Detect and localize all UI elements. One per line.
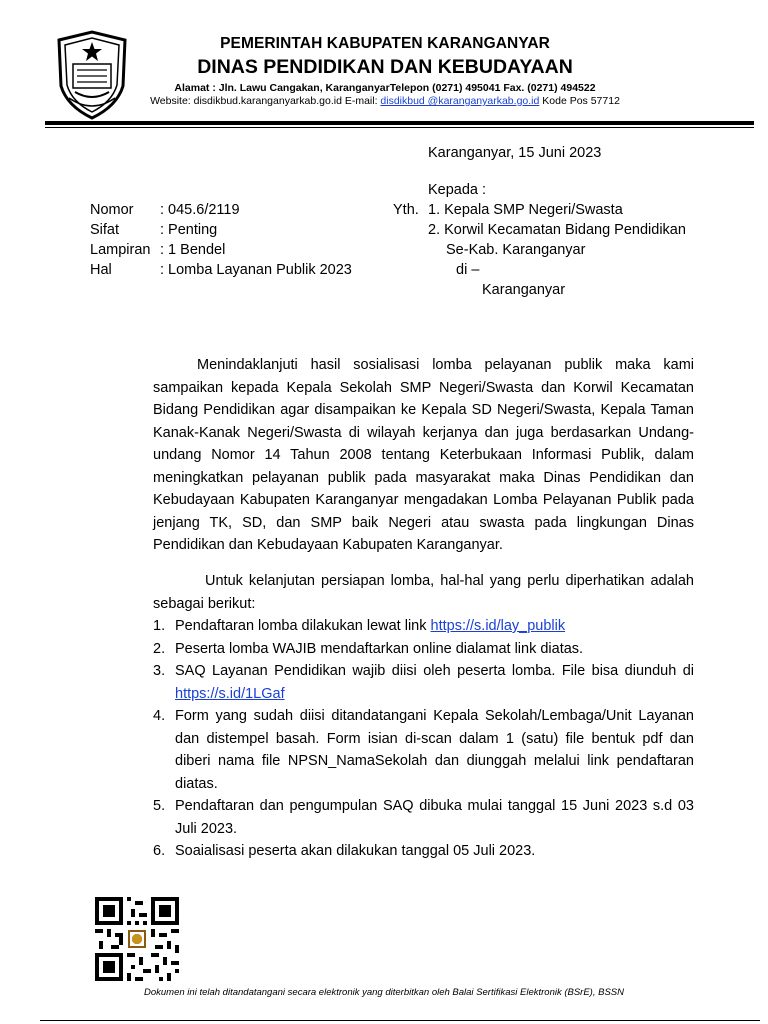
body-paragraph-2: [153, 570, 694, 615]
list-item-text: [175, 660, 694, 705]
header-rule-thin: [45, 127, 754, 128]
list-item: [153, 795, 694, 840]
list-item: [153, 638, 694, 661]
recipient-1: 1. Kepala SMP Negeri/Swasta: [428, 202, 623, 218]
requirements-list: [153, 615, 694, 863]
list-item-text: Pendaftaran dan pengumpulan SAQ dibuka mulai tanggal 15 Juni 2023 s.d 03 Juli 2023.: [175, 798, 694, 837]
list-item-text-3: SAQ Layanan Pendidikan wajib diisi oleh peserta lomba. File bisa diunduh di: [175, 663, 694, 679]
place-date: Karanganyar, 15 Juni 2023: [428, 145, 602, 161]
list-item: [153, 615, 694, 638]
list-item-number: 5.: [153, 798, 166, 814]
meta-value-hal: : Lomba Layanan Publik 2023: [160, 262, 352, 278]
meta-value-sifat: : Penting: [160, 222, 218, 238]
list-item-text: Soaialisasi peserta akan dilakukan tanggal 05 Juli 2023.: [175, 843, 536, 859]
body-paragraph-2-text: Untuk kelanjutan persiapan lomba, hal-hal yang perlu diperhatikan adalah sebagai berikut:: [153, 573, 694, 612]
list-item-number: 3.: [153, 663, 166, 679]
header-rule-thick: [45, 121, 754, 125]
list-item-text: [175, 615, 694, 638]
list-item: [153, 660, 694, 705]
website-text: Website: disdikbud.karanganyarkab.go.id E-mail:: [150, 95, 381, 107]
meta-value-lampiran: : 1 Bendel: [160, 242, 226, 258]
meta-label-hal: Hal: [90, 262, 112, 278]
saq-download-link[interactable]: https://s.id/1LGaf: [175, 685, 285, 702]
list-item-number: 4.: [153, 708, 166, 724]
agency-name: DINAS PENDIDIKAN DAN KEBUDAYAAN: [197, 56, 573, 78]
footer-rule: [40, 1020, 760, 1021]
yth-label: Yth.: [393, 202, 419, 218]
recipient-2-region: Se-Kab. Karanganyar: [446, 242, 586, 258]
contact-line: [120, 95, 650, 107]
body-paragraph-1-text: Menindaklanjuti hasil sosialisasi lomba pelayanan publik maka kami sampaikan kepada Kepala Sekolah SMP Negeri/Swasta dan Korwil Kecamatan Bidang Pendidikan agar disampaikan ke Kepala SD Negeri/Swasta, Kepala Taman Kanak-Kanak Negeri/Swasta di wilayah kerjanya dan juga berdasarkan Undang-undang Nomor 14 Tahun 2008 tentang Keterbukaan Informasi Publik, dalam meningkatkan pelayanan publik pada masyarakat maka Dinas Pendidikan dan Kebudayaan Kabupaten Karanganyar mengadakan Lomba Pelayanan Publik pada jenjang TK, SD, dan SMP baik Negeri atau swasta pada lingkungan Dinas Pendidikan dan Kebudayaan Kabupaten Karanganyar.: [153, 357, 694, 553]
postal-code: Kode Pos 57712: [539, 95, 620, 107]
qr-code-icon: [95, 897, 179, 981]
list-item-number: 6.: [153, 843, 166, 859]
list-item-number: 2.: [153, 640, 166, 657]
regency-emblem-icon: [55, 30, 129, 120]
meta-label-lampiran: Lampiran: [90, 242, 151, 258]
list-item-text: Form yang sudah diisi ditandatangani Kepala Sekolah/Lembaga/Unit Layanan dan distempel basah. Form isian di-scan dalam 1 (satu) file bentuk pdf dan diberi nama file NPSN_NamaSekolah dan diunggah melalui link pendaftaran diatas.: [175, 708, 694, 792]
list-item: [153, 840, 694, 863]
government-name: PEMERINTAH KABUPATEN KARANGANYAR: [220, 35, 550, 52]
body-paragraph-1: [153, 354, 694, 557]
recipient-di: di –: [456, 262, 480, 278]
email-link[interactable]: disdikbud @karanganyarkab.go.id: [380, 95, 540, 107]
recipient-2: 2. Korwil Kecamatan Bidang Pendidikan: [428, 222, 686, 238]
kepada-label: Kepada :: [428, 182, 487, 198]
list-item: [153, 705, 694, 795]
meta-label-nomor: Nomor: [90, 202, 134, 218]
meta-label-sifat: Sifat: [90, 222, 120, 238]
list-item-text: Peserta lomba WAJIB mendaftarkan online dialamat link diatas.: [175, 640, 584, 657]
list-item-number: 1.: [153, 618, 166, 634]
recipient-place: Karanganyar: [482, 282, 566, 298]
registration-link[interactable]: https://s.id/lay_publik: [430, 618, 566, 634]
list-item-text-1: Pendaftaran lomba dilakukan lewat link: [175, 618, 431, 634]
meta-value-nomor: : 045.6/2119: [160, 202, 240, 218]
address-line: Alamat : Jln. Lawu Cangakan, KaranganyarTelepon (0271) 495041 Fax. (0271) 494522: [174, 82, 596, 94]
footer-note: Dokumen ini telah ditandatangani secara elektronik yang diterbitkan oleh Balai Sertifikasi Elektronik (BSrE), BSSN: [144, 987, 624, 998]
